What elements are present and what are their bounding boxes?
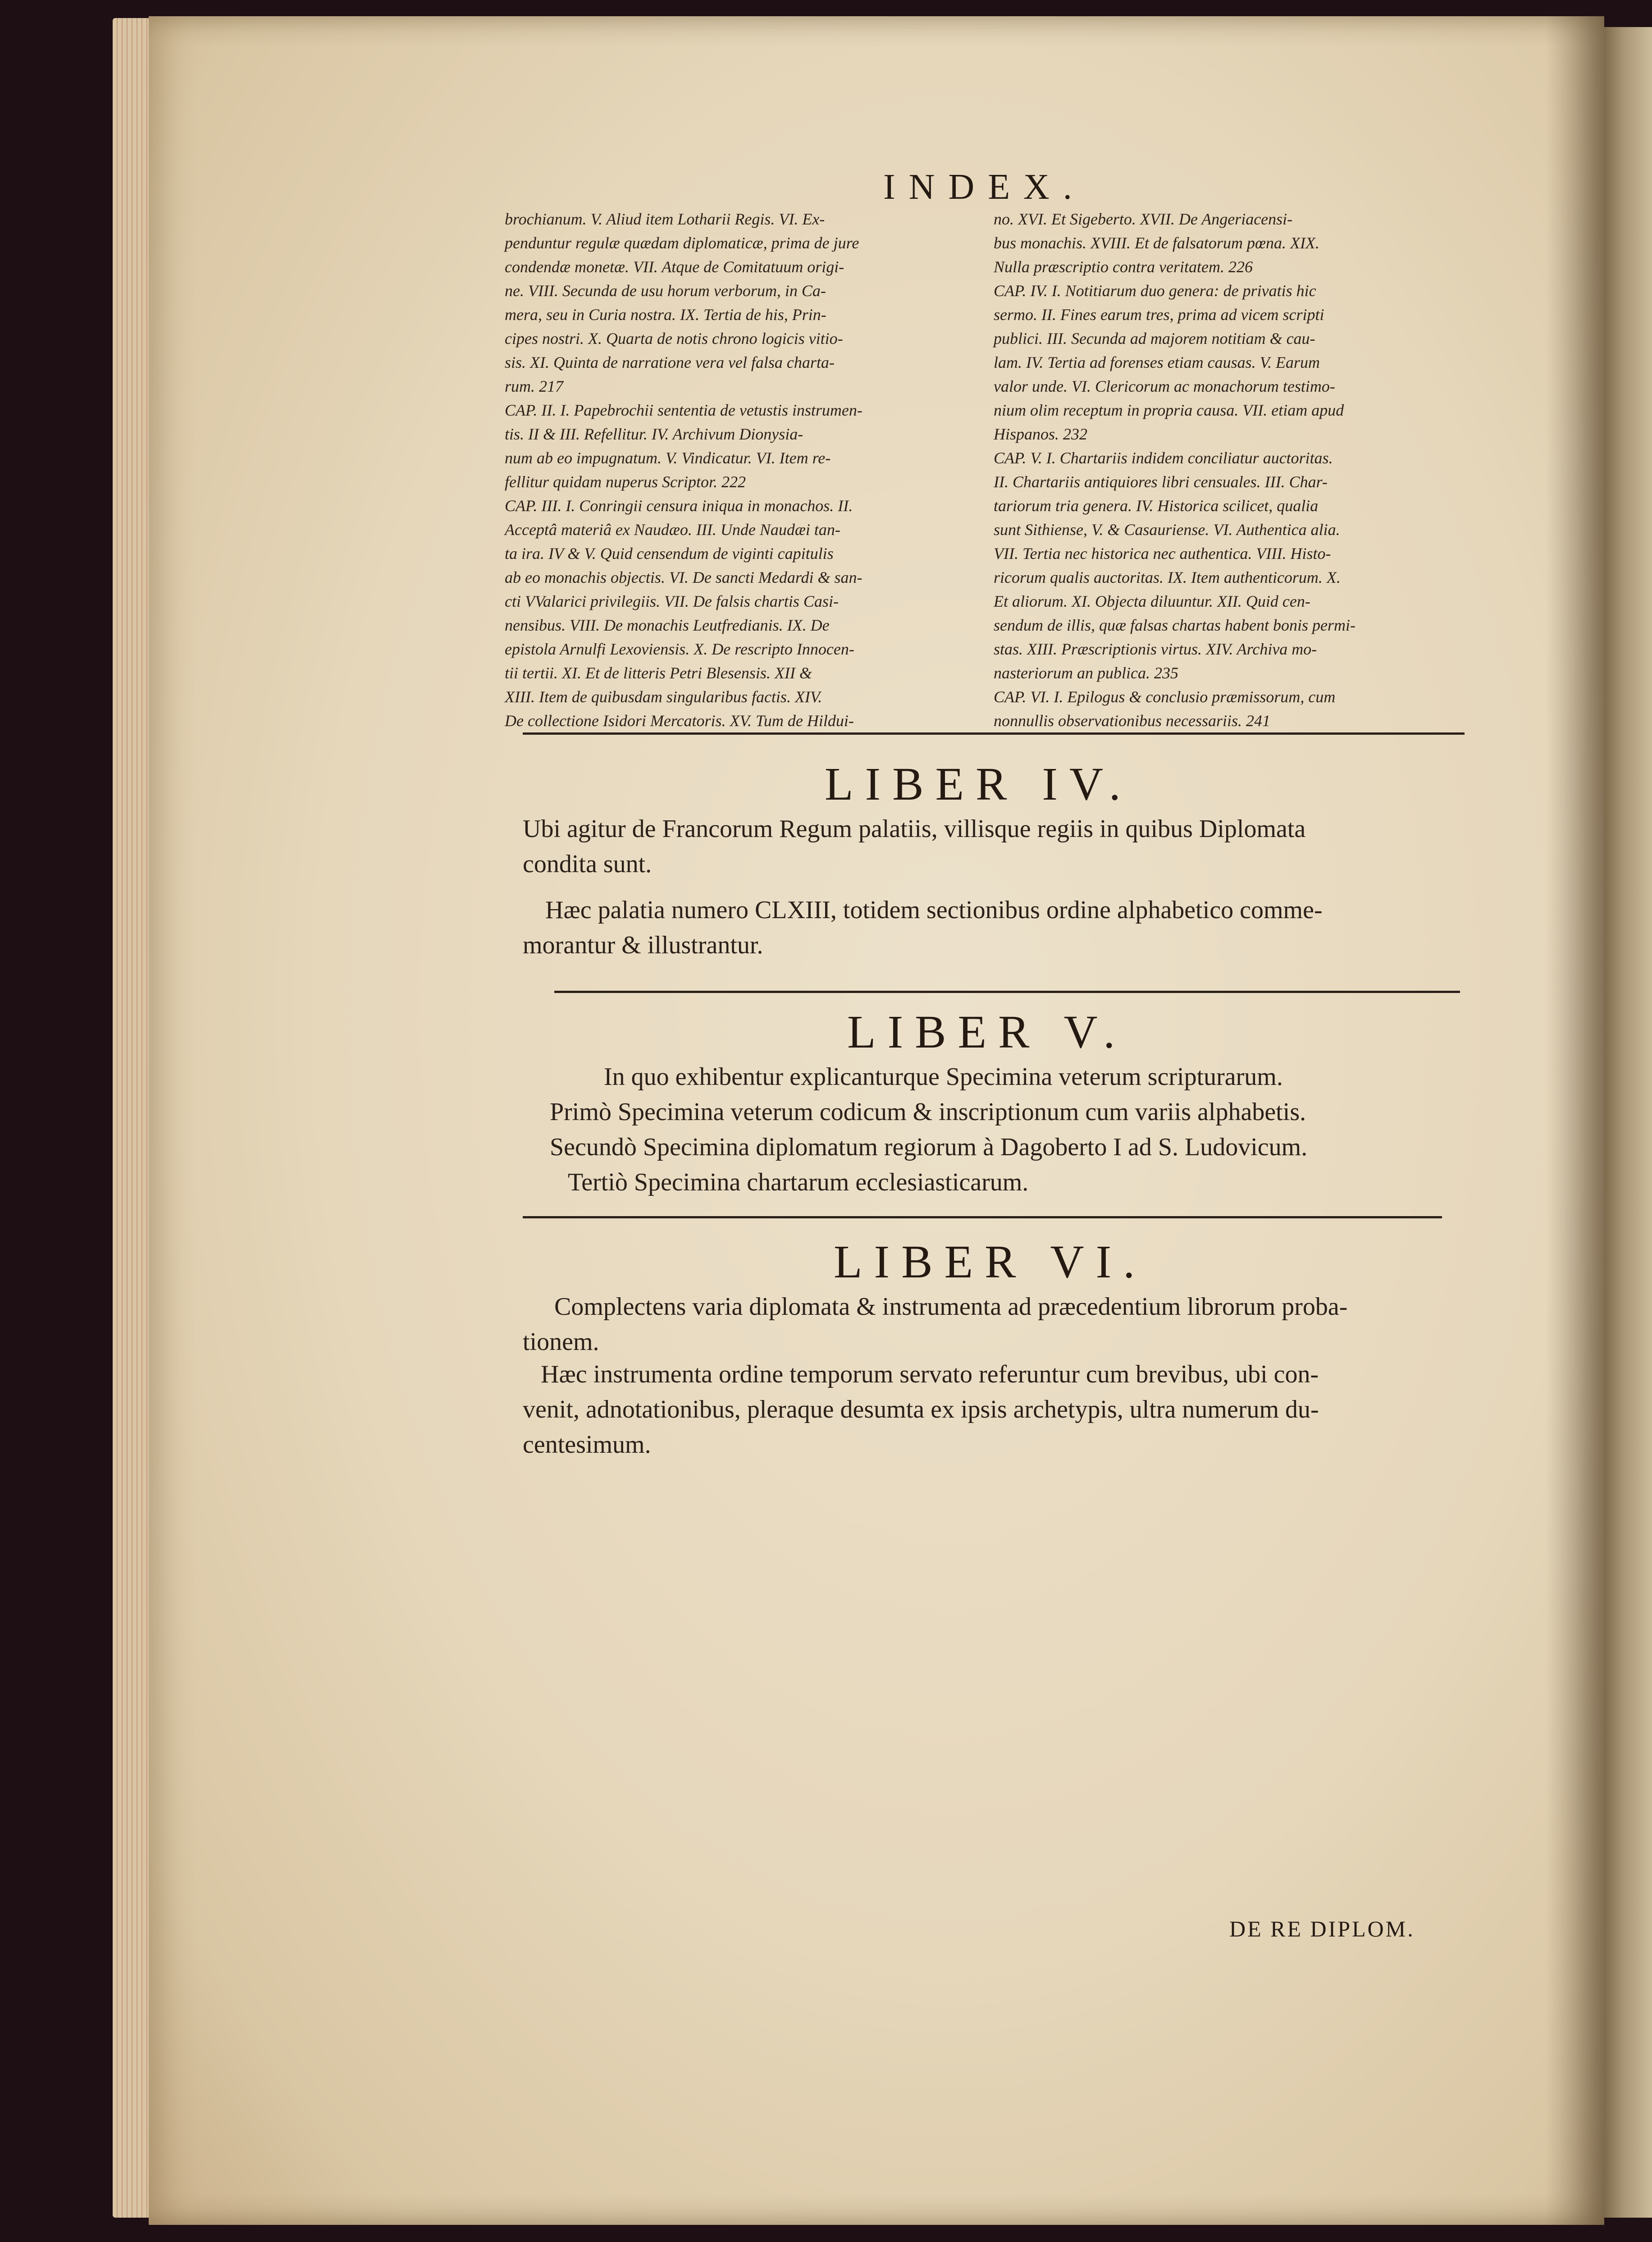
index-line: nensibus. VIII. De monachis Leutfredianis. IX. De (505, 616, 830, 634)
index-line: Et aliorum. XI. Objecta diluuntur. XII. Quid cen- (994, 592, 1310, 610)
index-line: fellitur quidam nuperus Scriptor. 222 (505, 473, 746, 491)
index-line: stas. XIII. Præscriptionis virtus. XIV. Archiva mo- (994, 640, 1317, 658)
text-line: morantur & illustrantur. (523, 931, 763, 959)
index-line: mera, seu in Curia nostra. IX. Tertia de his, Prin- (505, 306, 826, 324)
liber-iv-paragraph-1 (523, 811, 1305, 882)
index-line: penduntur regulæ quædam diplomaticæ, prima de jure (505, 234, 859, 252)
index-line: valor unde. VI. Clericorum ac monachorum testimo- (994, 377, 1335, 395)
index-line: ta ira. IV & V. Quid censendum de viginti capitulis (505, 544, 834, 563)
text-line: Hæc instrumenta ordine temporum servato referuntur cum brevibus, ubi con- (541, 1360, 1319, 1388)
index-line: condendæ monetæ. VII. Atque de Comitatuum origi- (505, 258, 844, 276)
index-right-column (994, 207, 1355, 733)
index-line: Nulla præscriptio contra veritatem. 226 (994, 258, 1253, 276)
index-line: ricorum qualis auctoritas. IX. Item authenticorum. X. (994, 568, 1341, 586)
index-line: sermo. II. Fines earum tres, prima ad vicem scripti (994, 306, 1324, 324)
text-line: condita sunt. (523, 850, 652, 878)
index-line: rum. 217 (505, 377, 564, 395)
index-line: II. Chartariis antiquiores libri censuales. III. Char- (994, 473, 1328, 491)
liber-iv-title: LIBER IV. (825, 758, 1132, 810)
text-line: centesimum. (523, 1431, 651, 1459)
index-line: cti VValarici privilegiis. VII. De falsis chartis Casi- (505, 592, 839, 610)
index-line: CAP. V. I. Chartariis indidem conciliatur auctoritas. (994, 449, 1333, 467)
index-line: nium olim receptum in propria causa. VII. etiam apud (994, 401, 1344, 419)
index-line: tis. II & III. Refellitur. IV. Archivum Dionysia- (505, 425, 803, 443)
text-line: Primò Specimina veterum codicum & inscriptionum cum variis alphabetis. (550, 1098, 1306, 1126)
index-line: Hispanos. 232 (994, 425, 1088, 443)
catchword: DE RE DIPLOM. (1229, 1916, 1415, 1941)
index-line: CAP. IV. I. Notitiarum duo genera: de privatis hic (994, 282, 1316, 300)
index-line: XIII. Item de quibusdam singularibus factis. XIV. (505, 688, 822, 706)
section-rule (523, 732, 1465, 735)
index-line: CAP. VI. I. Epilogus & conclusio præmissorum, cum (994, 688, 1336, 706)
text-line: venit, adnotationibus, pleraque desumta ex ipsis archetypis, ultra numerum du- (523, 1396, 1319, 1423)
index-line: epistola Arnulfi Lexoviensis. X. De rescripto Innocen- (505, 640, 854, 658)
liber-iv-paragraph-2 (523, 892, 1323, 963)
index-line: CAP. II. I. Papebrochii sententia de vetustis instrumen- (505, 401, 863, 419)
index-line: bus monachis. XVIII. Et de falsatorum pœna. XIX. (994, 234, 1319, 252)
text-line: Tertiò Specimina chartarum ecclesiasticarum. (568, 1168, 1029, 1196)
index-line: lam. IV. Tertia ad forenses etiam causas. V. Earum (994, 353, 1320, 371)
index-line: ne. VIII. Secunda de usu horum verborum, in Ca- (505, 282, 826, 300)
index-line: ab eo monachis objectis. VI. De sancti Medardi & san- (505, 568, 863, 586)
text-line: In quo exhibentur explicanturque Specimina veterum scripturarum. (604, 1063, 1283, 1091)
section-rule (523, 1216, 1442, 1218)
index-line: tii tertii. XI. Et de litteris Petri Blesensis. XII & (505, 664, 812, 682)
liber-v-contents (550, 1059, 1307, 1200)
index-line: tariorum tria genera. IV. Historica scilicet, qualia (994, 497, 1319, 515)
index-line: sis. XI. Quinta de narratione vera vel falsa charta- (505, 353, 835, 371)
text-line: tionem. (523, 1328, 599, 1356)
index-line: cipes nostri. X. Quarta de notis chrono logicis vitio- (505, 329, 843, 348)
index-line: Acceptâ materiâ ex Naudæo. III. Unde Naudæi tan- (505, 521, 840, 539)
index-line: publici. III. Secunda ad majorem notitiam & cau- (994, 329, 1315, 348)
index-line: VII. Tertia nec historica nec authentica. VIII. Histo- (994, 544, 1331, 563)
text-line: Complectens varia diplomata & instrumenta ad præcedentium librorum proba- (554, 1293, 1348, 1321)
index-line: De collectione Isidori Mercatoris. XV. Tum de Hildui- (505, 712, 854, 730)
index-line: no. XVI. Et Sigeberto. XVII. De Angeriacensi- (994, 210, 1293, 228)
index-line: nasteriorum an publica. 235 (994, 664, 1178, 682)
running-head: INDEX. (883, 167, 1086, 207)
index-line: brochianum. V. Aliud item Lotharii Regis. VI. Ex- (505, 210, 825, 228)
section-rule (554, 991, 1460, 993)
liber-vi-paragraph-1 (523, 1289, 1347, 1359)
index-left-column (505, 207, 863, 733)
index-line: CAP. III. I. Conringii censura iniqua in monachos. II. (505, 497, 853, 515)
liber-v-title: LIBER V. (847, 1006, 1127, 1058)
liber-vi-paragraph-2 (523, 1357, 1319, 1462)
facing-page-edge (1604, 27, 1652, 2218)
binding-gutter-shadow (1546, 16, 1604, 2225)
liber-vi-title: LIBER VI. (834, 1236, 1147, 1288)
text-line: Ubi agitur de Francorum Regum palatiis, villisque regiis in quibus Diplomata (523, 815, 1306, 843)
index-line: sunt Sithiense, V. & Casauriense. VI. Authentica alia. (994, 521, 1340, 539)
text-line: Secundò Specimina diplomatum regiorum à Dagoberto I ad S. Ludovicum. (550, 1133, 1308, 1161)
index-line: sendum de illis, quæ falsas chartas habent bonis permi- (994, 616, 1355, 634)
index-line: num ab eo impugnatum. V. Vindicatur. VI. Item re- (505, 449, 831, 467)
index-line: nonnullis observationibus necessariis. 241 (994, 712, 1270, 730)
text-line: Hæc palatia numero CLXIII, totidem sectionibus ordine alphabetico comme- (545, 896, 1323, 924)
